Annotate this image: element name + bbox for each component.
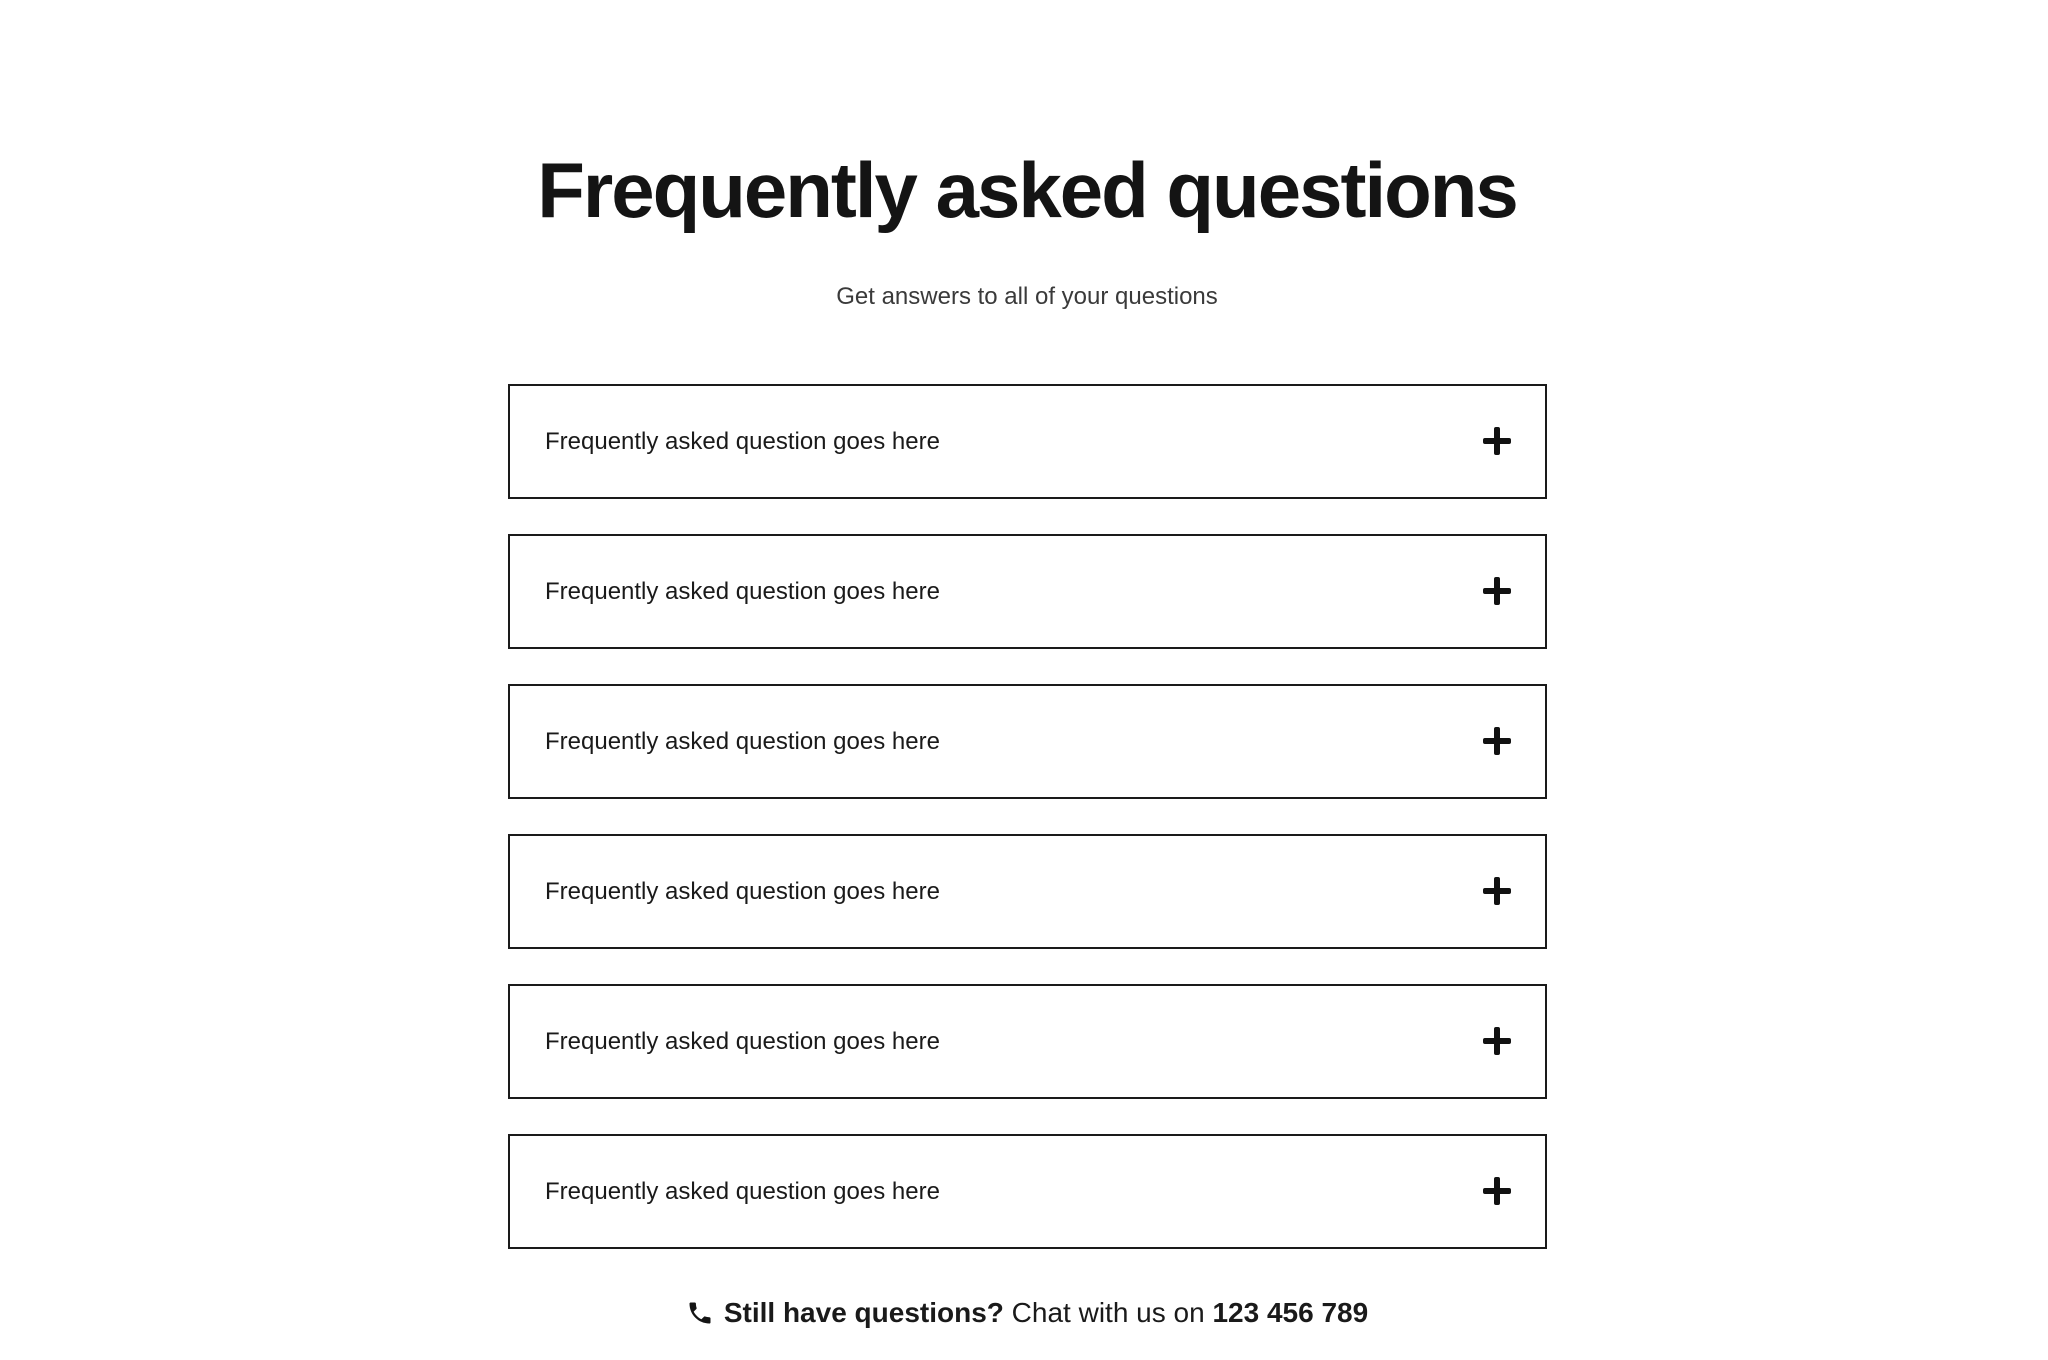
page-title: Frequently asked questions [537,146,1517,234]
phone-icon [686,1299,714,1327]
phone-number[interactable]: 123 456 789 [1212,1297,1369,1328]
footer-text: Chat with us on [1003,1297,1213,1328]
faq-item-1[interactable] [508,384,1547,499]
faq-question: Frequently asked question goes here [545,728,940,755]
faq-question: Frequently asked question goes here [545,1028,940,1055]
plus-icon[interactable] [1483,1027,1511,1055]
plus-icon[interactable] [1483,427,1511,455]
plus-icon[interactable] [1483,577,1511,605]
faq-question: Frequently asked question goes here [545,878,940,905]
page-subtitle: Get answers to all of your questions [836,283,1218,310]
plus-icon[interactable] [1483,877,1511,905]
plus-icon[interactable] [1483,1177,1511,1205]
faq-item-3[interactable] [508,684,1547,799]
faq-question: Frequently asked question goes here [545,1178,940,1205]
faq-item-2[interactable] [508,534,1547,649]
faq-item-4[interactable] [508,834,1547,949]
footer-lead: Still have questions? [723,1297,1004,1328]
faq-item-5[interactable] [508,984,1547,1099]
faq-question: Frequently asked question goes here [545,578,940,605]
faq-item-6[interactable] [508,1134,1547,1249]
contact-footer [0,1295,2048,1331]
plus-icon[interactable] [1483,727,1511,755]
faq-question: Frequently asked question goes here [545,428,940,455]
